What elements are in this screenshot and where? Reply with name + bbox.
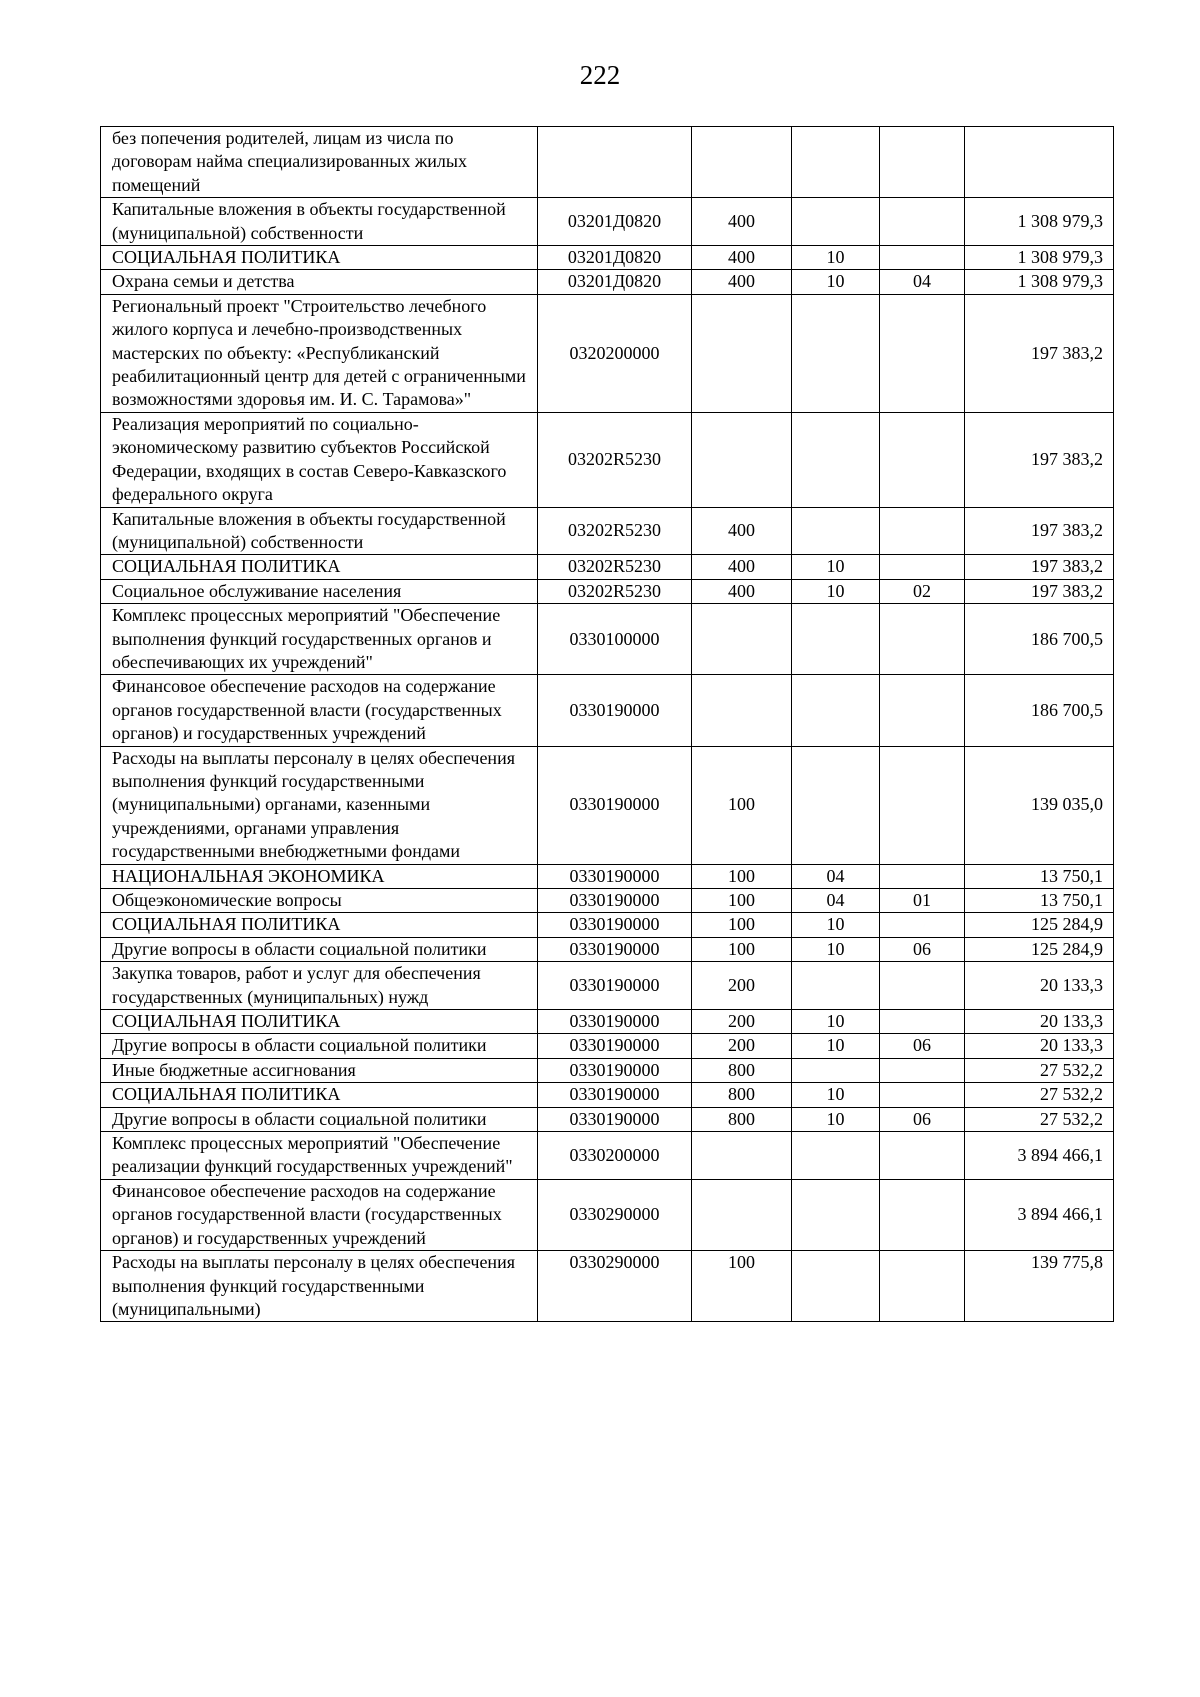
row-code: 0330190000 bbox=[538, 1107, 692, 1131]
row-code: 0330200000 bbox=[538, 1132, 692, 1180]
row-rz bbox=[792, 127, 880, 198]
table-row bbox=[101, 864, 1114, 888]
row-vr bbox=[692, 604, 792, 675]
row-rz bbox=[792, 675, 880, 746]
row-vr: 100 bbox=[692, 889, 792, 913]
row-name: Охрана семьи и детства bbox=[101, 270, 538, 294]
page-number: 222 bbox=[579, 60, 621, 90]
row-vr: 800 bbox=[692, 1058, 792, 1082]
row-rz bbox=[792, 1251, 880, 1322]
row-name: Другие вопросы в области социальной политики bbox=[101, 937, 538, 961]
row-name: Капитальные вложения в объекты государственной (муниципальной) собственности bbox=[101, 198, 538, 246]
row-name: Капитальные вложения в объекты государственной (муниципальной) собственности bbox=[101, 507, 538, 555]
row-pr bbox=[880, 1083, 965, 1107]
row-rz bbox=[792, 1132, 880, 1180]
table-row bbox=[101, 127, 1114, 198]
row-rz: 10 bbox=[792, 579, 880, 603]
row-pr bbox=[880, 1179, 965, 1250]
row-vr: 100 bbox=[692, 864, 792, 888]
row-rz: 10 bbox=[792, 1083, 880, 1107]
table-row bbox=[101, 412, 1114, 507]
row-name: Социальное обслуживание населения bbox=[101, 579, 538, 603]
table-row bbox=[101, 1179, 1114, 1250]
row-amount: 186 700,5 bbox=[965, 604, 1114, 675]
budget-table bbox=[100, 126, 1114, 1322]
row-code: 03202R5230 bbox=[538, 412, 692, 507]
row-name: Финансовое обеспечение расходов на содержание органов государственной власти (государственных органов) и государственных учреждений bbox=[101, 675, 538, 746]
table-row bbox=[101, 246, 1114, 270]
row-vr bbox=[692, 1132, 792, 1180]
row-amount: 1 308 979,3 bbox=[965, 198, 1114, 246]
table-row bbox=[101, 1251, 1114, 1322]
row-name: НАЦИОНАЛЬНАЯ ЭКОНОМИКА bbox=[101, 864, 538, 888]
table-row bbox=[101, 270, 1114, 294]
row-vr: 800 bbox=[692, 1083, 792, 1107]
table-row bbox=[101, 675, 1114, 746]
row-amount: 27 532,2 bbox=[965, 1058, 1114, 1082]
row-pr bbox=[880, 412, 965, 507]
row-vr bbox=[692, 294, 792, 412]
table-row bbox=[101, 1083, 1114, 1107]
row-pr: 02 bbox=[880, 579, 965, 603]
row-vr: 200 bbox=[692, 1010, 792, 1034]
row-code: 03202R5230 bbox=[538, 507, 692, 555]
row-rz bbox=[792, 1179, 880, 1250]
row-amount: 139 775,8 bbox=[965, 1251, 1114, 1322]
table-row bbox=[101, 604, 1114, 675]
row-pr bbox=[880, 746, 965, 864]
row-code: 0330190000 bbox=[538, 889, 692, 913]
row-amount: 3 894 466,1 bbox=[965, 1179, 1114, 1250]
row-pr: 06 bbox=[880, 1034, 965, 1058]
row-pr bbox=[880, 675, 965, 746]
row-vr: 400 bbox=[692, 579, 792, 603]
row-vr bbox=[692, 127, 792, 198]
row-name: Другие вопросы в области социальной политики bbox=[101, 1107, 538, 1131]
row-pr bbox=[880, 127, 965, 198]
row-pr: 01 bbox=[880, 889, 965, 913]
row-code: 03202R5230 bbox=[538, 579, 692, 603]
row-name: Другие вопросы в области социальной политики bbox=[101, 1034, 538, 1058]
table-row bbox=[101, 198, 1114, 246]
row-name: СОЦИАЛЬНАЯ ПОЛИТИКА bbox=[101, 913, 538, 937]
row-code: 0330290000 bbox=[538, 1251, 692, 1322]
row-amount: 20 133,3 bbox=[965, 1010, 1114, 1034]
table-row bbox=[101, 555, 1114, 579]
row-amount: 20 133,3 bbox=[965, 1034, 1114, 1058]
row-rz: 10 bbox=[792, 913, 880, 937]
row-amount: 27 532,2 bbox=[965, 1083, 1114, 1107]
row-amount: 20 133,3 bbox=[965, 962, 1114, 1010]
row-name: СОЦИАЛЬНАЯ ПОЛИТИКА bbox=[101, 555, 538, 579]
row-pr bbox=[880, 1058, 965, 1082]
row-amount: 197 383,2 bbox=[965, 294, 1114, 412]
row-amount: 27 532,2 bbox=[965, 1107, 1114, 1131]
row-name: Комплекс процессных мероприятий "Обеспечение реализации функций государственных учреждений" bbox=[101, 1132, 538, 1180]
row-rz: 10 bbox=[792, 1010, 880, 1034]
row-pr bbox=[880, 246, 965, 270]
row-vr: 100 bbox=[692, 1251, 792, 1322]
row-code: 0330190000 bbox=[538, 1034, 692, 1058]
row-rz bbox=[792, 962, 880, 1010]
table-row bbox=[101, 579, 1114, 603]
row-pr bbox=[880, 604, 965, 675]
row-rz bbox=[792, 294, 880, 412]
row-vr bbox=[692, 1179, 792, 1250]
row-vr: 100 bbox=[692, 937, 792, 961]
row-amount: 13 750,1 bbox=[965, 864, 1114, 888]
row-vr: 100 bbox=[692, 913, 792, 937]
row-pr: 06 bbox=[880, 937, 965, 961]
row-name: Расходы на выплаты персоналу в целях обеспечения выполнения функций государственными (муниципальными) органами, казенными учреждениями, органами управления государственными внебюджетными фондами bbox=[101, 746, 538, 864]
row-code: 0330190000 bbox=[538, 1010, 692, 1034]
row-rz: 10 bbox=[792, 270, 880, 294]
row-pr bbox=[880, 1010, 965, 1034]
table-row bbox=[101, 1010, 1114, 1034]
row-rz: 10 bbox=[792, 555, 880, 579]
row-name: Региональный проект "Строительство лечебного жилого корпуса и лечебно-производственных мастерских по объекту: «Республиканский реабилитационный центр для детей с ограниченными возможностями здоровья им. И. С. Тарамова»" bbox=[101, 294, 538, 412]
row-pr bbox=[880, 864, 965, 888]
row-name: СОЦИАЛЬНАЯ ПОЛИТИКА bbox=[101, 1010, 538, 1034]
table-row bbox=[101, 507, 1114, 555]
table-row bbox=[101, 1107, 1114, 1131]
row-name: Общеэкономические вопросы bbox=[101, 889, 538, 913]
row-code: 0320200000 bbox=[538, 294, 692, 412]
row-name: Финансовое обеспечение расходов на содержание органов государственной власти (государственных органов) и государственных учреждений bbox=[101, 1179, 538, 1250]
row-code: 0330290000 bbox=[538, 1179, 692, 1250]
row-name: Закупка товаров, работ и услуг для обеспечения государственных (муниципальных) нужд bbox=[101, 962, 538, 1010]
table-row bbox=[101, 746, 1114, 864]
row-vr: 200 bbox=[692, 1034, 792, 1058]
row-code: 0330190000 bbox=[538, 962, 692, 1010]
table-row bbox=[101, 913, 1114, 937]
row-amount: 197 383,2 bbox=[965, 579, 1114, 603]
row-rz: 10 bbox=[792, 1034, 880, 1058]
row-pr bbox=[880, 962, 965, 1010]
row-pr bbox=[880, 1251, 965, 1322]
row-rz: 04 bbox=[792, 889, 880, 913]
row-name: СОЦИАЛЬНАЯ ПОЛИТИКА bbox=[101, 1083, 538, 1107]
row-vr: 400 bbox=[692, 246, 792, 270]
row-rz: 10 bbox=[792, 1107, 880, 1131]
row-vr bbox=[692, 675, 792, 746]
row-vr: 100 bbox=[692, 746, 792, 864]
row-vr: 400 bbox=[692, 198, 792, 246]
row-vr: 200 bbox=[692, 962, 792, 1010]
row-code: 0330190000 bbox=[538, 675, 692, 746]
table-row bbox=[101, 889, 1114, 913]
row-pr bbox=[880, 198, 965, 246]
table-row bbox=[101, 962, 1114, 1010]
table-row bbox=[101, 294, 1114, 412]
row-pr bbox=[880, 507, 965, 555]
row-rz: 10 bbox=[792, 246, 880, 270]
row-rz bbox=[792, 198, 880, 246]
row-vr: 400 bbox=[692, 507, 792, 555]
row-name: без попечения родителей, лицам из числа по договорам найма специализированных жилых помещений bbox=[101, 127, 538, 198]
row-amount: 125 284,9 bbox=[965, 937, 1114, 961]
row-pr bbox=[880, 294, 965, 412]
table-row bbox=[101, 1132, 1114, 1180]
row-amount: 186 700,5 bbox=[965, 675, 1114, 746]
row-amount: 3 894 466,1 bbox=[965, 1132, 1114, 1180]
row-vr: 400 bbox=[692, 270, 792, 294]
row-pr bbox=[880, 555, 965, 579]
row-code: 03201Д0820 bbox=[538, 246, 692, 270]
row-amount: 13 750,1 bbox=[965, 889, 1114, 913]
row-code: 0330100000 bbox=[538, 604, 692, 675]
table-row bbox=[101, 1034, 1114, 1058]
row-code bbox=[538, 127, 692, 198]
table-row bbox=[101, 937, 1114, 961]
row-amount: 197 383,2 bbox=[965, 507, 1114, 555]
row-name: СОЦИАЛЬНАЯ ПОЛИТИКА bbox=[101, 246, 538, 270]
row-code: 0330190000 bbox=[538, 1083, 692, 1107]
row-amount: 1 308 979,3 bbox=[965, 246, 1114, 270]
row-rz bbox=[792, 604, 880, 675]
row-rz: 04 bbox=[792, 864, 880, 888]
row-amount bbox=[965, 127, 1114, 198]
row-pr: 04 bbox=[880, 270, 965, 294]
row-pr bbox=[880, 1132, 965, 1180]
row-name: Комплекс процессных мероприятий "Обеспечение выполнения функций государственных органов и обеспечивающих их учреждений" bbox=[101, 604, 538, 675]
row-name: Иные бюджетные ассигнования bbox=[101, 1058, 538, 1082]
row-code: 0330190000 bbox=[538, 864, 692, 888]
row-amount: 1 308 979,3 bbox=[965, 270, 1114, 294]
row-amount: 197 383,2 bbox=[965, 412, 1114, 507]
row-pr: 06 bbox=[880, 1107, 965, 1131]
row-pr bbox=[880, 913, 965, 937]
row-amount: 139 035,0 bbox=[965, 746, 1114, 864]
row-name: Реализация мероприятий по социально-экономическому развитию субъектов Российской Федерации, входящих в состав Северо-Кавказского федерального округа bbox=[101, 412, 538, 507]
row-vr: 400 bbox=[692, 555, 792, 579]
row-code: 03201Д0820 bbox=[538, 270, 692, 294]
row-rz bbox=[792, 1058, 880, 1082]
row-code: 0330190000 bbox=[538, 913, 692, 937]
row-rz bbox=[792, 412, 880, 507]
row-code: 03201Д0820 bbox=[538, 198, 692, 246]
row-code: 03202R5230 bbox=[538, 555, 692, 579]
row-vr bbox=[692, 412, 792, 507]
row-amount: 125 284,9 bbox=[965, 913, 1114, 937]
row-rz bbox=[792, 746, 880, 864]
row-code: 0330190000 bbox=[538, 937, 692, 961]
row-rz: 10 bbox=[792, 937, 880, 961]
row-amount: 197 383,2 bbox=[965, 555, 1114, 579]
row-rz bbox=[792, 507, 880, 555]
table-row bbox=[101, 1058, 1114, 1082]
row-code: 0330190000 bbox=[538, 1058, 692, 1082]
row-code: 0330190000 bbox=[538, 746, 692, 864]
row-name: Расходы на выплаты персоналу в целях обеспечения выполнения функций государственными (муниципальными) bbox=[101, 1251, 538, 1322]
row-vr: 800 bbox=[692, 1107, 792, 1131]
